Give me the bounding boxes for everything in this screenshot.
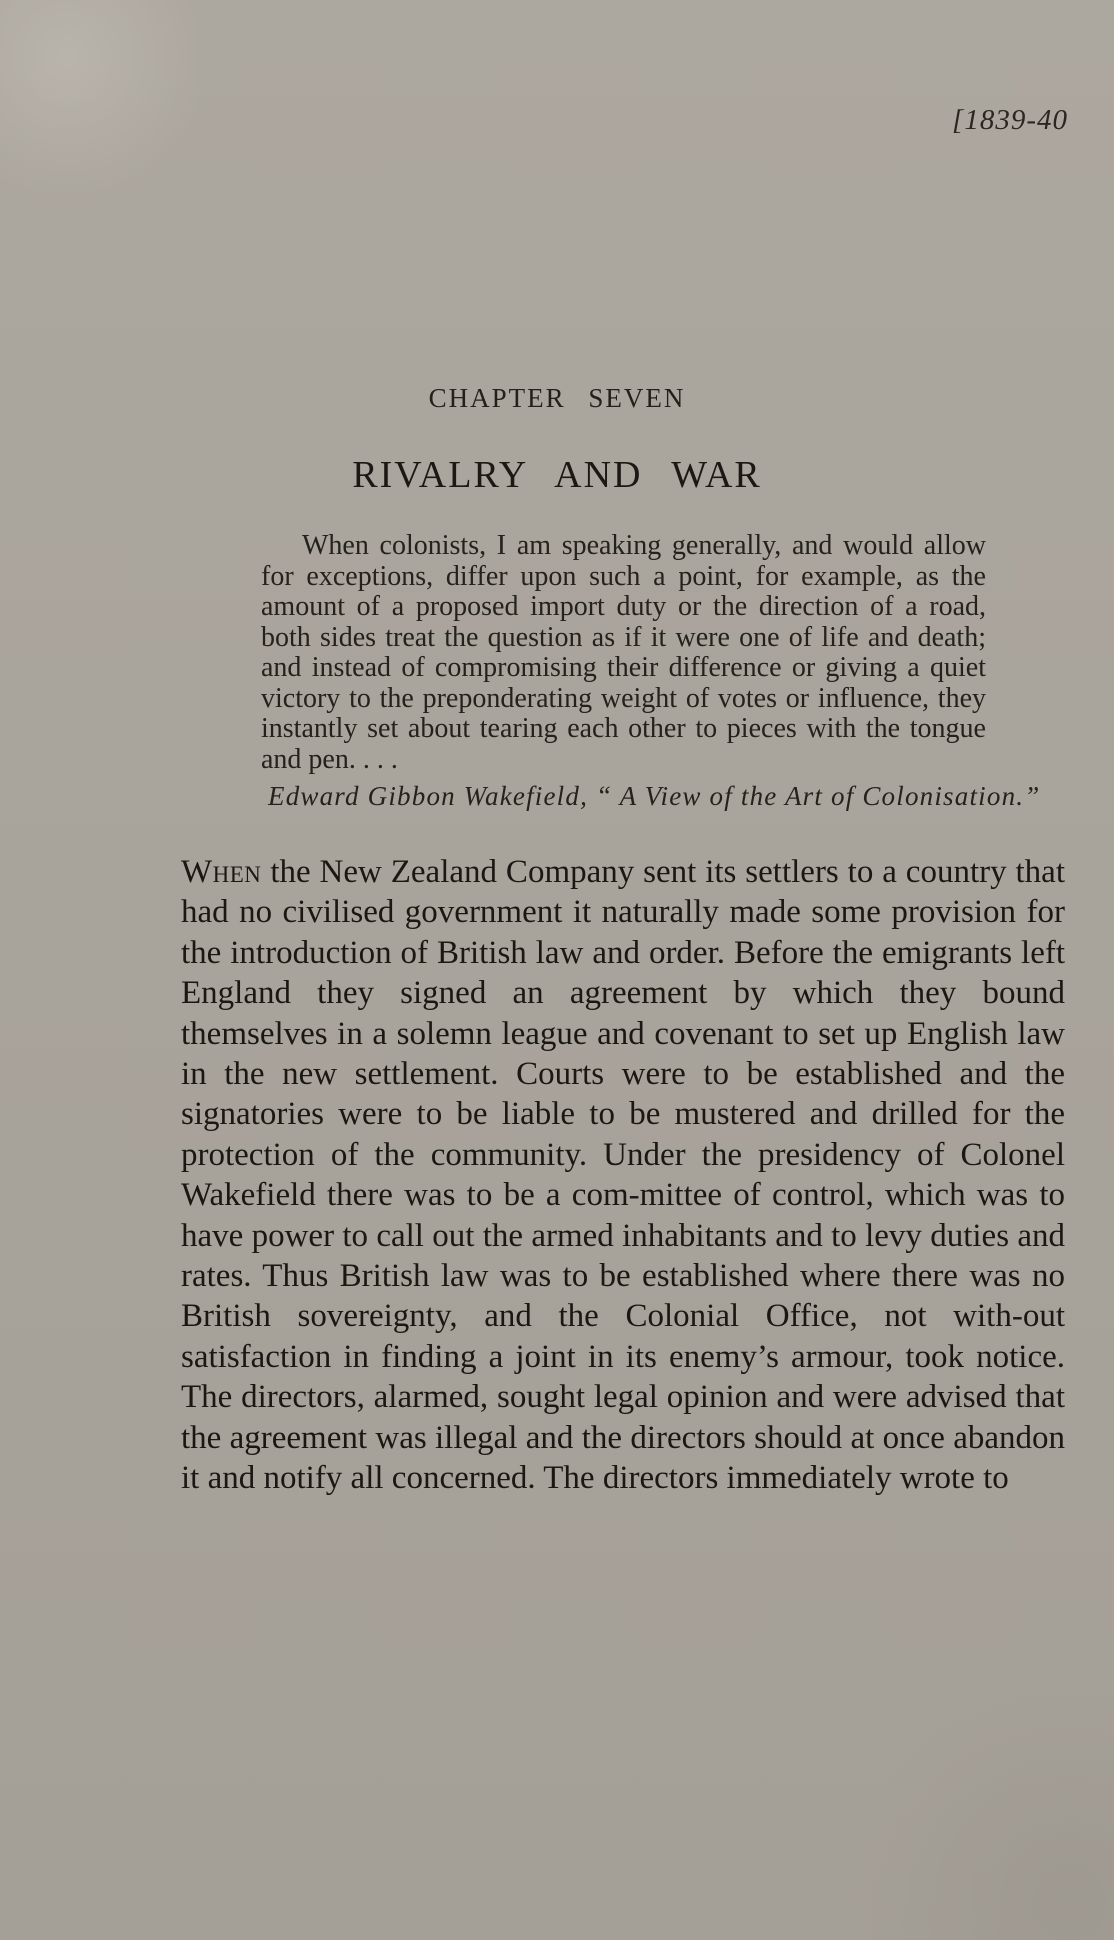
chapter-label: CHAPTER SEVEN [428,383,686,413]
epigraph-attribution: Edward Gibbon Wakefield, “ A View of the Art of Colonisation.” [268,781,1041,811]
chapter-title: RIVALRY AND WAR [352,454,762,496]
opening-word: When [181,854,262,890]
body-paragraph-text: the New Zealand Company sent its settlers to a country that had no civilised government it naturally made some provision for the introduction of British law and order. Before the emigrants left England they signed an agreement by which they bound themselves in a solemn league and covenant to set up English law in the new settlement. Courts were to be established and the signatories were to be liable to be mustered and drilled for the protection of the community. Under the presidency of Colonel Wakefield there was to be a com-mittee of control, which was to have power to call out the armed inhabitants and to levy duties and rates. Thus British law was to be established where there was no British sovereignty, and the Colonial Office, not with-out satisfaction in finding a joint in its enemy’s armour, took notice. The directors, alarmed, sought legal opinion and were advised that the agreement was illegal and the directors should at once abandon it and notify all concerned. The directors immediately wrote to [181,854,1065,1497]
body-paragraph [181,852,1065,1499]
running-head: [1839-40 [952,104,1068,136]
epigraph-text: When colonists, I am speaking generally, and would allow for exceptions, differ upon such a point, for example, as the amount of a proposed import duty or the direction of a road, both sides treat the question as if it were one of life and death; and instead of compromising their difference or giving a quiet victory to the preponderating weight of votes or influence, they instantly set about tearing each other to pieces with the tongue and pen. . . . [261,530,986,775]
